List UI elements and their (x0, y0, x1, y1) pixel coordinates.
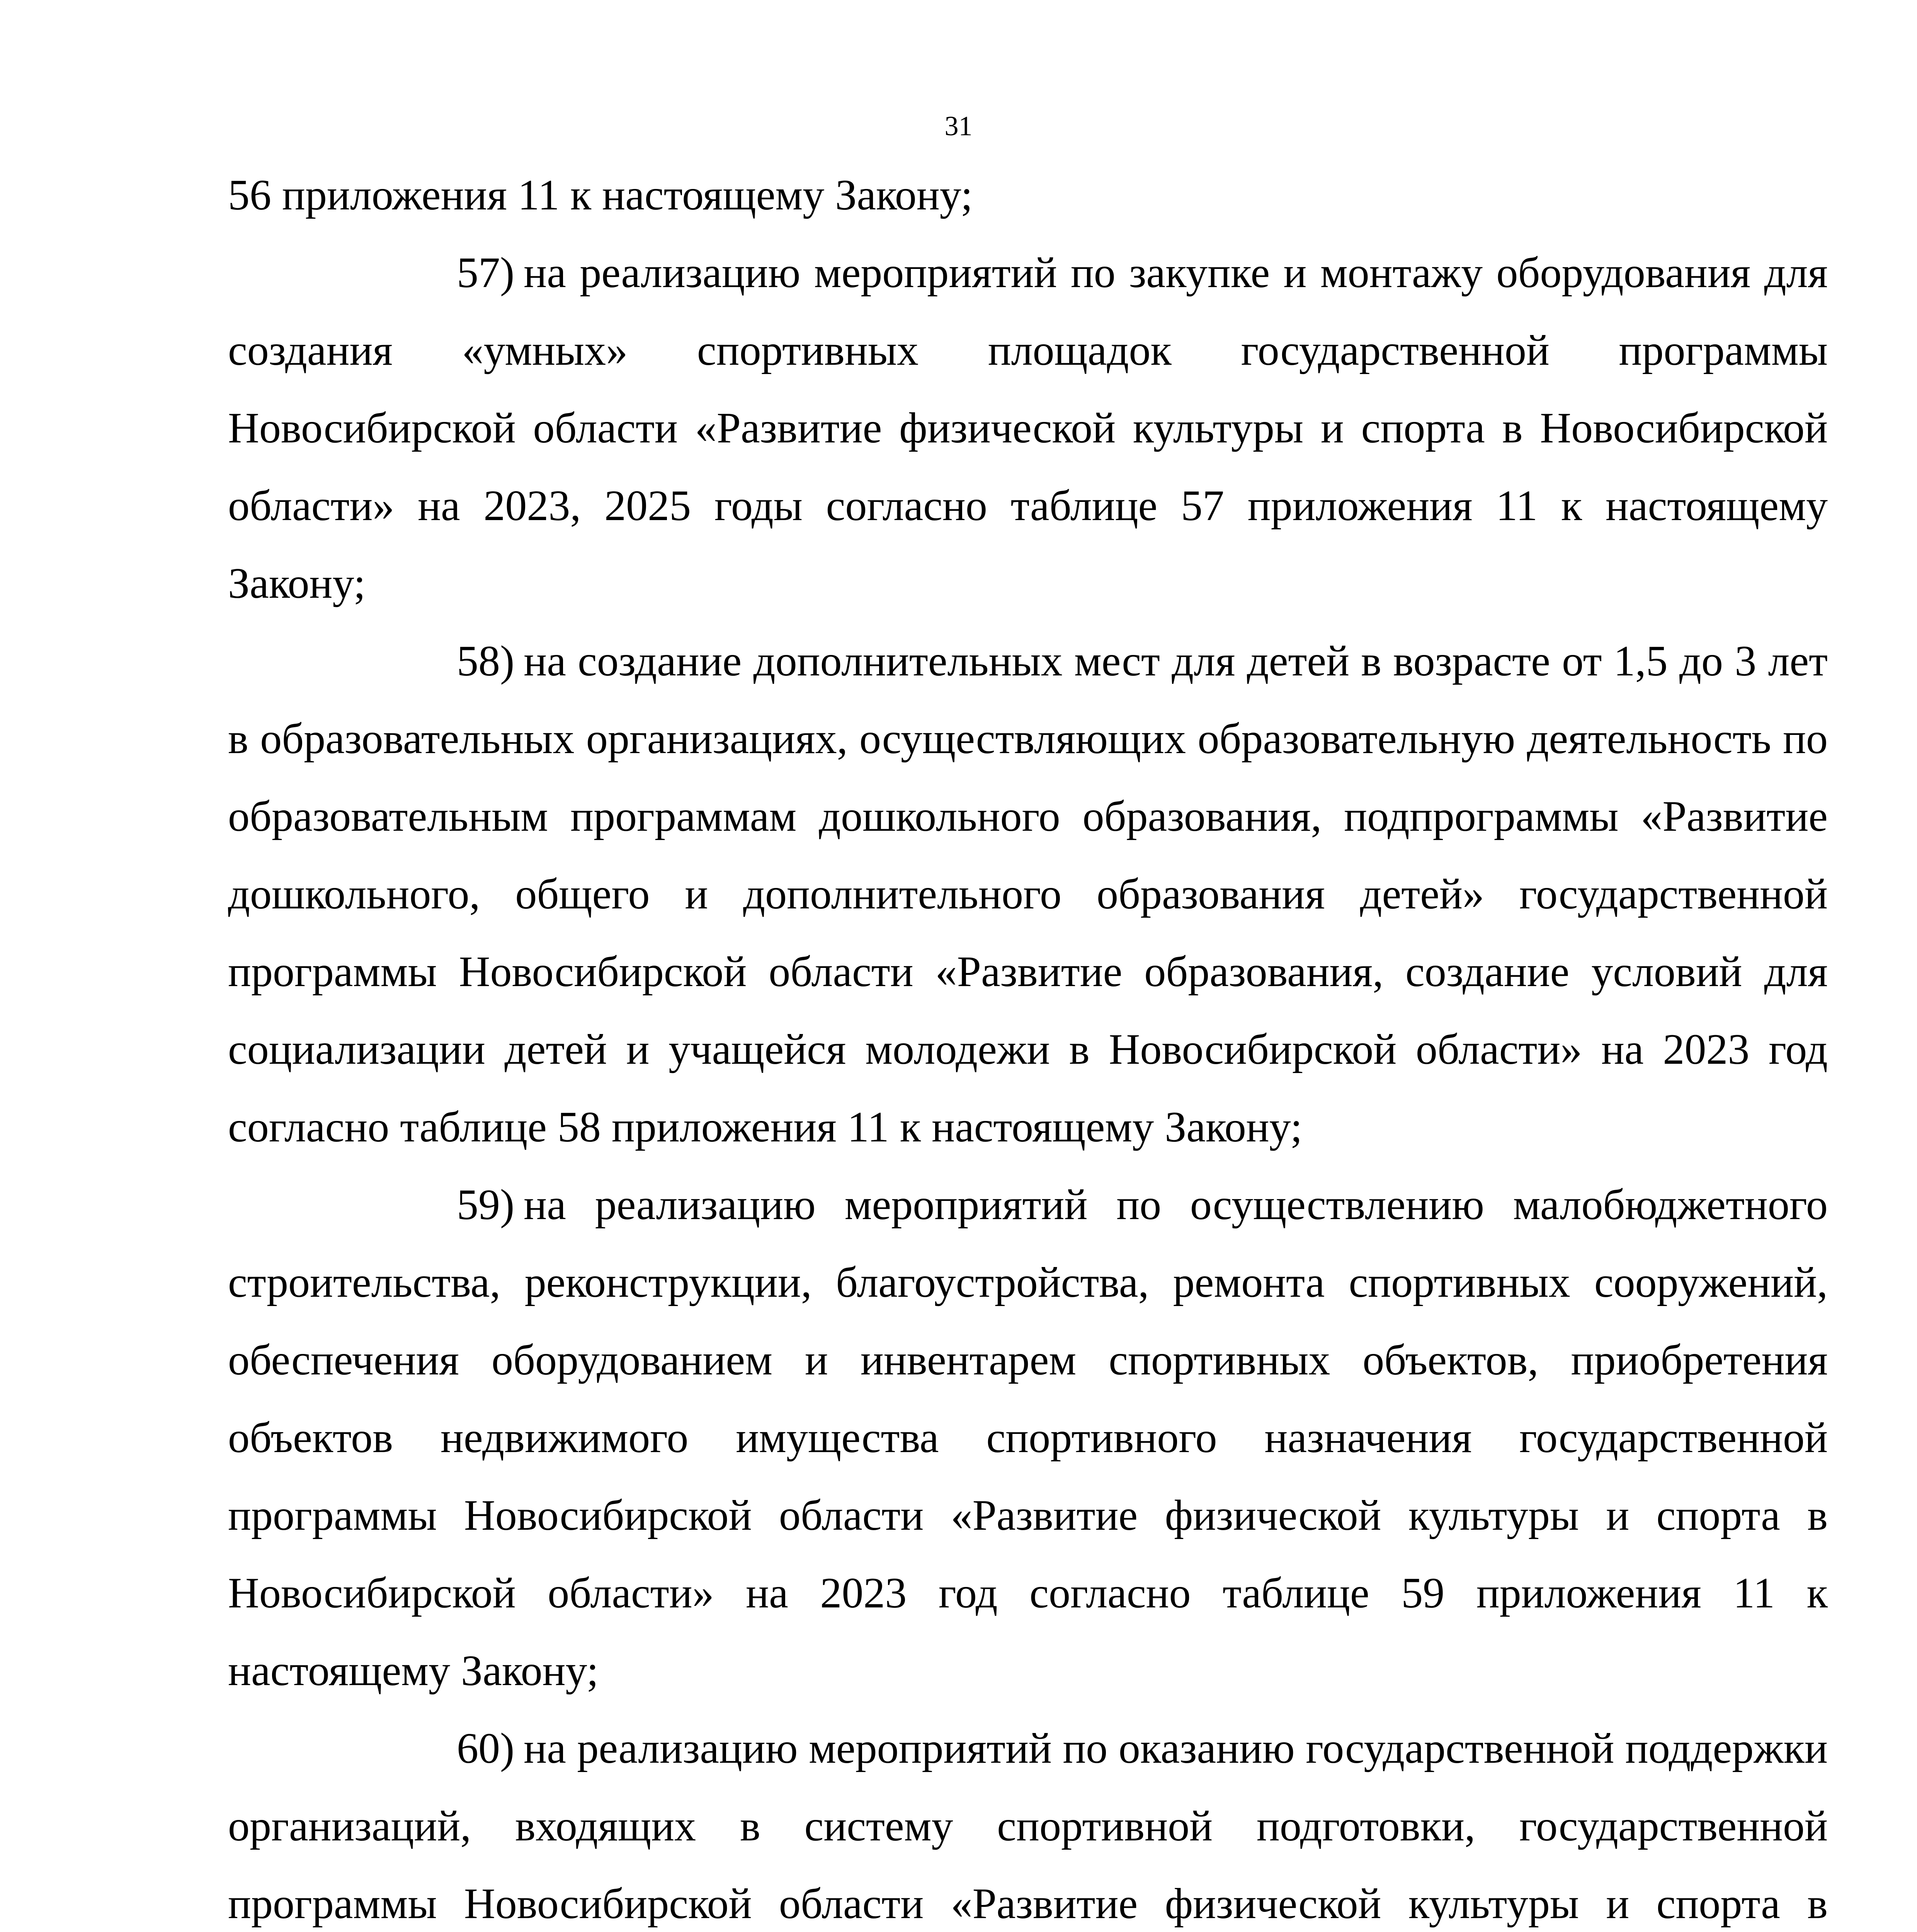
paragraph-continuation (228, 156, 1828, 234)
paragraph-text: на реализацию мероприятий по закупке и монтажу оборудования для создания «умных» спортивных площадок государственной программы Новосибирской области «Развитие физической культуры и спорта в Новосибирской области» на 2023, 2025 годы согласно таблице 57 приложения 11 к настоящему Закону; (228, 249, 1828, 607)
list-item-59 (228, 1166, 1828, 1710)
list-item-57 (228, 234, 1828, 622)
page-number: 31 (944, 111, 973, 141)
item-number: 58) (457, 637, 515, 685)
paragraph-text: 56 приложения 11 к настоящему Закону; (228, 171, 973, 219)
paragraph-text: на создание дополнительных мест для детей в возрасте от 1,5 до 3 лет в образовательных организациях, осуществляющих образовательную деятельность по образовательным программам дошкольного образования, подпрограммы «Развитие дошкольного, общего и дополнительного образования детей» государственной программы Новосибирской области «Развитие образования, создание условий для социализации детей и учащейся молодежи в Новосибирской области» на 2023 год согласно таблице 58 приложения 11 к настоящему Закону; (228, 637, 1828, 1151)
document-body (228, 156, 1828, 1932)
paragraph-text: на реализацию мероприятий по оказанию государственной поддержки организаций, входящих в систему спортивной подготовки, государственной программы Новосибирской области «Развитие физической культуры и спорта в (228, 1725, 1828, 1928)
item-number: 59) (457, 1181, 515, 1229)
item-number: 60) (457, 1725, 515, 1772)
paragraph-text: на реализацию мероприятий по осуществлению малобюджетного строительства, реконструкции, благоустройства, ремонта спортивных сооружений, обеспечения оборудованием и инвентарем спортивных объектов, приобретения объектов недвижимого имущества спортивного назначения государственной программы Новосибирской области «Развитие физической культуры и спорта в Новосибирской области» на 2023 год согласно таблице 59 приложения 11 к настоящему Закону; (228, 1181, 1828, 1695)
list-item-58 (228, 622, 1828, 1166)
item-number: 57) (457, 249, 515, 297)
list-item-60 (228, 1710, 1828, 1932)
